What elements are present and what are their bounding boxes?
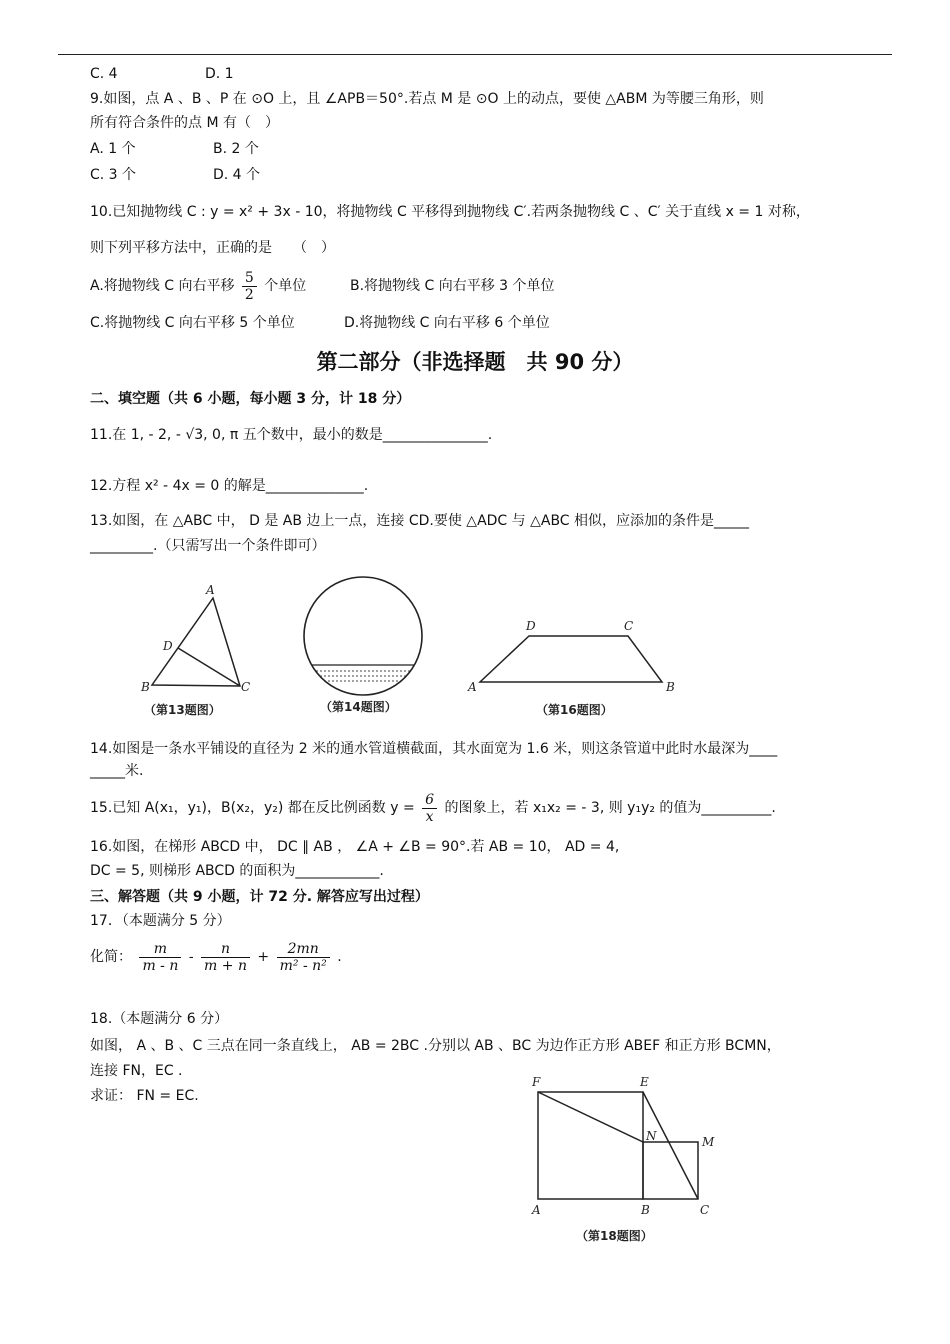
trapezoid-abcd	[480, 636, 662, 682]
q17-op-minus: -	[188, 949, 194, 965]
q17-fraction-3	[277, 941, 330, 974]
q10-option-a-post: 个单位	[264, 278, 307, 294]
label-m: M	[702, 1135, 715, 1149]
square-bcmn	[643, 1142, 698, 1199]
q10-option-a-fraction	[242, 270, 257, 303]
figure-14	[296, 572, 431, 726]
q10-option-c: C.将抛物线 C 向右平移 5 个单位	[90, 315, 295, 331]
q15-pre: 15.已知 A(x₁，y₁)，B(x₂，y₂) 都在反比例函数 y =	[90, 800, 415, 816]
q15-fraction	[422, 792, 437, 825]
figure-16	[462, 612, 682, 726]
q10-line2: 则下列平移方法中，正确的是 （ ）	[90, 240, 335, 256]
section3-heading: 三、解答题（共 9 小题，计 72 分. 解答应写出过程）	[90, 889, 429, 905]
square-abef	[538, 1092, 643, 1199]
q12: 12.方程 x² - 4x = 0 的解是______________.	[90, 478, 369, 494]
label-b: B	[141, 680, 150, 694]
q16-line1: 16.如图，在梯形 ABCD 中， DC ∥ AB ， ∠A + ∠B = 90°.若 AB = 10， AD = 4,	[90, 839, 620, 855]
q17-f3-numerator: 2mn	[277, 941, 330, 958]
figure-18-caption: （第18题图）	[576, 1229, 653, 1243]
q10-option-a-denominator: 2	[244, 286, 254, 303]
q17-f3-denominator: m² - n²	[279, 957, 327, 974]
q16-line2: DC = 5, 则梯形 ABCD 的面积为____________.	[90, 863, 384, 879]
segment-fn	[538, 1092, 643, 1142]
q15-numerator: 6	[422, 792, 437, 809]
label-a: A	[468, 680, 477, 694]
label-d: D	[163, 639, 173, 653]
q14-line2: _____米.	[90, 763, 144, 779]
label-b: B	[641, 1203, 650, 1217]
q17-f1-numerator: m	[139, 941, 181, 958]
q18-line3: 求证： FN = EC.	[90, 1088, 199, 1104]
label-a: A	[532, 1203, 541, 1217]
q14-line1: 14.如图是一条水平铺设的直径为 2 米的通水管道横截面，其水面宽为 1.6 米，则这条管道中此时水最深为____	[90, 741, 778, 757]
label-c: C	[624, 619, 634, 633]
q17-f1-denominator: m - n	[142, 957, 179, 974]
q9-option-b: B. 2 个	[213, 141, 259, 157]
q15-denominator: x	[425, 808, 434, 825]
part2-title: 第二部分（非选择题 共 90 分）	[316, 350, 634, 374]
label-f: F	[532, 1075, 541, 1089]
label-d: D	[526, 619, 536, 633]
q17-expression	[90, 934, 342, 980]
figure-13	[130, 580, 260, 726]
figure-14-caption: （第14题图）	[320, 700, 397, 714]
q17-label: 化简：	[90, 949, 132, 965]
q9-line1: 9.如图，点 A 、B 、P 在 ⊙O 上，且 ∠APB＝50°.若点 M 是 ⊙O 上的动点，要使 △ABM 为等腰三角形，则	[90, 91, 764, 107]
q10-option-a	[90, 264, 306, 308]
figure-18	[520, 1068, 720, 1254]
label-c: C	[700, 1203, 710, 1217]
q11: 11.在 1, - 2, - √3, 0, π 五个数中，最小的数是_______________.	[90, 427, 493, 443]
header-rule	[58, 54, 892, 55]
q17-title: 17．（本题满分 5 分）	[90, 913, 231, 929]
q18-line2: 连接 FN，EC .	[90, 1063, 183, 1079]
q17-fraction-2	[201, 941, 250, 974]
label-b: B	[666, 680, 675, 694]
segment-ec	[643, 1092, 698, 1199]
label-c: C	[241, 680, 251, 694]
label-e: E	[640, 1075, 649, 1089]
q15-post: 的图象上，若 x₁x₂ = - 3, 则 y₁y₂ 的值为__________.	[444, 800, 776, 816]
figure-13-caption: （第13题图）	[144, 703, 221, 717]
q9-option-d: D. 4 个	[213, 167, 261, 183]
q13-line2: _________.（只需写出一个条件即可）	[90, 538, 326, 554]
q10-option-a-numerator: 5	[242, 270, 257, 287]
label-n: N	[646, 1129, 657, 1143]
q8-option-c: C. 4	[90, 66, 118, 82]
q18-title: 18.（本题满分 6 分）	[90, 1011, 229, 1027]
section2-heading: 二、填空题（共 6 小题，每小题 3 分，计 18 分）	[90, 391, 411, 407]
q17-end: .	[337, 949, 342, 965]
figure-16-caption: （第16题图）	[536, 703, 613, 717]
pipe-circle	[304, 577, 422, 695]
q9-line2: 所有符合条件的点 M 有（ ）	[90, 115, 279, 131]
q17-op-plus: +	[257, 949, 270, 965]
q17-fraction-1	[139, 941, 181, 974]
q15	[90, 786, 776, 830]
q17-f2-numerator: n	[201, 941, 250, 958]
q10-option-a-pre: A.将抛物线 C 向右平移	[90, 278, 235, 294]
q10-line1: 10.已知抛物线 C : y = x² + 3x - 10，将抛物线 C 平移得到抛物线 C′.若两条抛物线 C 、C′ 关于直线 x = 1 对称，	[90, 204, 810, 220]
q18-line1: 如图， A 、B 、C 三点在同一条直线上， AB = 2BC .分别以 AB 、BC 为边作正方形 ABEF 和正方形 BCMN，	[90, 1038, 781, 1054]
q17-f2-denominator: m + n	[204, 957, 247, 974]
q13-line1: 13.如图，在 △ABC 中， D 是 AB 边上一点，连接 CD.要使 △ADC 与 △ABC 相似，应添加的条件是_____	[90, 513, 750, 529]
q10-option-b: B.将抛物线 C 向右平移 3 个单位	[350, 278, 555, 294]
q9-option-c: C. 3 个	[90, 167, 137, 183]
label-a: A	[206, 583, 215, 597]
q9-option-a: A. 1 个	[90, 141, 136, 157]
q8-option-d: D. 1	[205, 66, 234, 82]
q10-option-d: D.将抛物线 C 向右平移 6 个单位	[344, 315, 550, 331]
